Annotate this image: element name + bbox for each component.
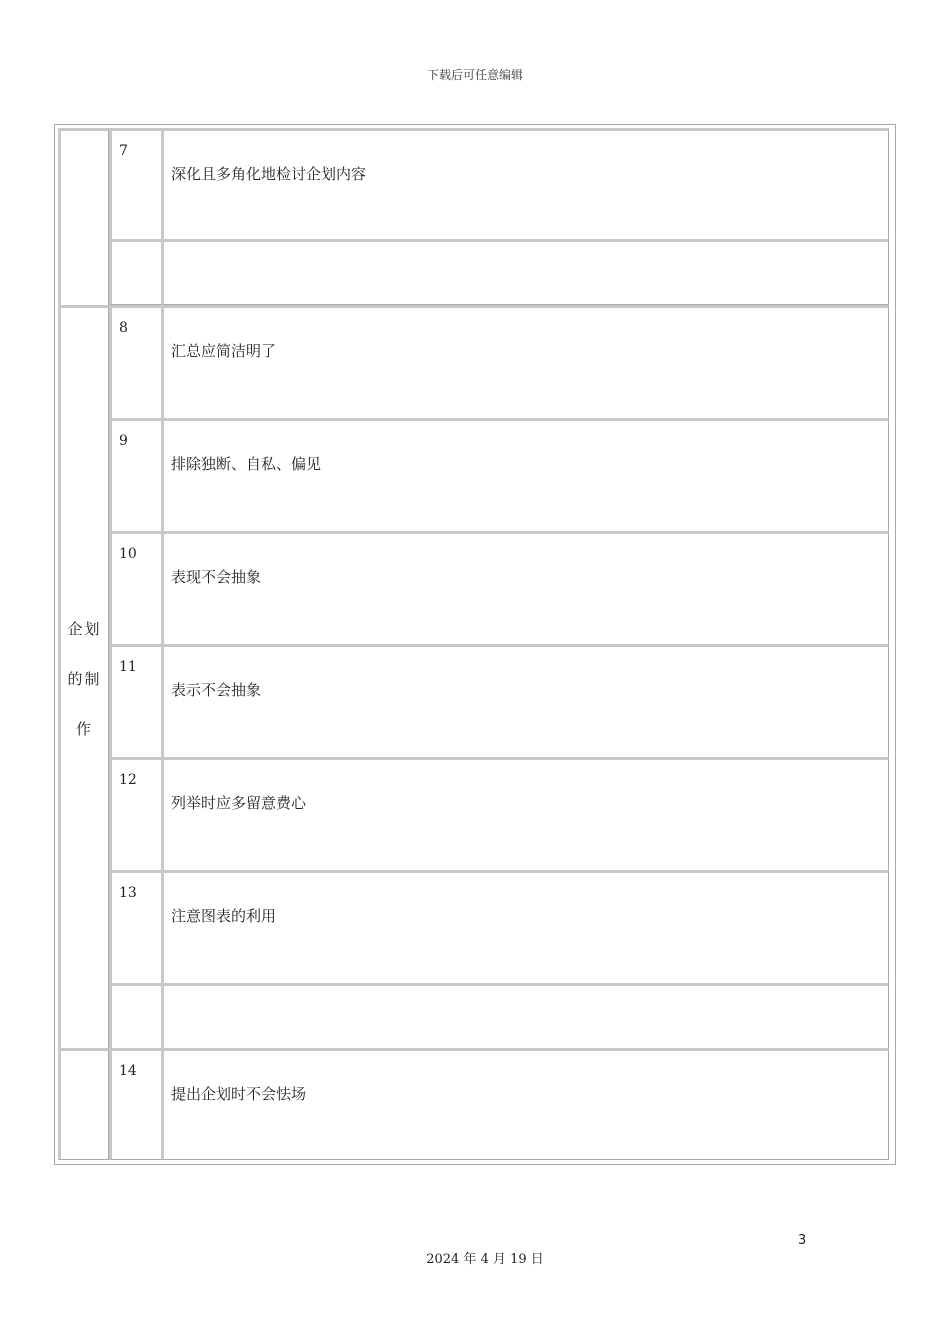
checklist-table xyxy=(54,124,896,1165)
item-number xyxy=(109,983,162,1050)
item-number: 14 xyxy=(109,1048,162,1160)
item-number: 10 xyxy=(109,531,162,645)
item-number: 9 xyxy=(109,418,162,532)
item-number: 12 xyxy=(109,757,162,871)
item-text: 表示不会抽象 xyxy=(161,644,889,758)
page-number: 3 xyxy=(798,1233,807,1248)
category-cell xyxy=(58,305,109,1050)
item-text: 汇总应简洁明了 xyxy=(161,305,889,419)
item-text: 注意图表的利用 xyxy=(161,870,889,984)
category-cell xyxy=(58,1048,109,1160)
page-header: 下载后可任意编辑 xyxy=(426,68,523,82)
item-text: 提出企划时不会怯场 xyxy=(161,1048,889,1160)
item-text: 排除独断、自私、偏见 xyxy=(161,418,889,532)
item-number xyxy=(109,239,162,305)
item-text: 表现不会抽象 xyxy=(161,531,889,645)
item-number: 13 xyxy=(109,870,162,984)
item-text: 深化且多角化地检讨企划内容 xyxy=(161,128,889,240)
footer-date: 2024 年 4 月 19 日 xyxy=(426,1252,544,1267)
category-label-line: 的制 xyxy=(67,669,102,688)
item-text xyxy=(161,983,889,1050)
item-number: 11 xyxy=(109,644,162,758)
item-number: 7 xyxy=(109,128,162,240)
category-cell xyxy=(58,128,109,306)
category-label-line: 作 xyxy=(75,719,93,738)
item-text: 列举时应多留意费心 xyxy=(161,757,889,871)
item-number: 8 xyxy=(109,305,162,419)
category-label-line: 企划 xyxy=(67,619,102,638)
item-text xyxy=(161,239,889,305)
